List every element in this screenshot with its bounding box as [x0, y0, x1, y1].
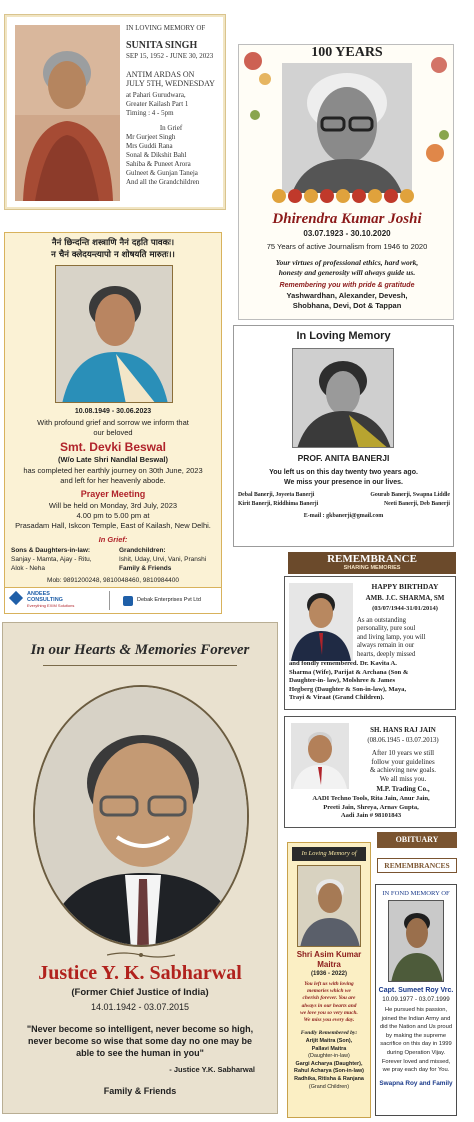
portrait-photo [292, 348, 394, 448]
ornament-divider [107, 951, 175, 959]
quote-attribution: - Justice Y.K. Sabharwal [169, 1065, 255, 1074]
event-timing: Timing : 4 - 5pm [126, 109, 174, 117]
life-dates: (03/07/1944-31/01/2014) [372, 605, 438, 612]
family-line: Arijit Maitra (Son), [305, 1038, 353, 1044]
notice-text [126, 24, 226, 187]
family-line: Gargi Acharya (Daughter), [295, 1060, 363, 1067]
section-header-remembrance [288, 552, 456, 574]
family-line: (Grand Children) [308, 1083, 350, 1090]
portrait-photo [33, 685, 249, 947]
anniversary-banner: 100 YEARS [311, 45, 383, 60]
quote-line: never become so wise that some day no one may be [27, 1036, 253, 1046]
life-dates: 10.09.1977 - 03.07.1999 [382, 996, 450, 1003]
name-line: Maitra [317, 959, 341, 969]
message-line: always in our hearts and [301, 1002, 357, 1009]
portrait-photo [55, 265, 173, 403]
tribute-line: & achieving new goals. [369, 766, 437, 775]
journalism-tagline: 75 Years of active Journalism from 1946 to 2020 [266, 242, 428, 251]
family-line: Debal Banerji, Joyeeta Banerji [238, 492, 315, 498]
tribute-line: hearts, deeply missed [357, 650, 416, 658]
mobile-numbers: Mob: 9891200248, 9810048460, 9810984400 [47, 577, 179, 584]
designation: (Former Chief Justice of India) [71, 987, 209, 998]
notice-heading: IN LOVING MEMORY OF [126, 24, 206, 32]
mourner: Gulneet & Gunjan Taneja [126, 169, 198, 177]
family-left [238, 491, 344, 509]
deceased-name: Capt. Sumeet Roy Vrc. [378, 987, 454, 994]
notice-heading: In Loving Memory of [301, 850, 357, 857]
message-line: You left us on this day twenty two years ago. [269, 469, 418, 476]
deceased-name: PROF. ANITA BANERJI [297, 453, 390, 463]
venue-line-2: Greater Kailash Part 1 [126, 100, 189, 108]
section-subtitle: SHARING MEMORIES [343, 565, 401, 571]
firm-name: M.P. Trading Co., [376, 785, 430, 793]
remembrance-ad-hans-raj-jain [284, 716, 456, 828]
family-text [287, 795, 455, 821]
family-line: Radhika, Ritisha & Ranjana [294, 1075, 364, 1082]
grief-title: In Grief [159, 124, 183, 132]
tribute-text [376, 1006, 456, 1075]
grandchildren-line: Family & Friends [119, 565, 172, 572]
section-title: OBITUARY [395, 835, 439, 844]
obituary-ad-sunita-singh [4, 14, 226, 210]
andees-logo-icon [9, 591, 23, 605]
sponsor-one [27, 591, 74, 609]
family-line: Aadi Jain # 98101843 [340, 812, 402, 820]
sponsor-divider [109, 591, 110, 610]
family-line: Kirit Banerji, Riddhima Banerji [238, 501, 319, 507]
family-line: Shobhana, Devi, Dot & Tappan [292, 301, 402, 310]
family-line: Trayi & Viraat (Grand Children). [289, 694, 385, 702]
message-text [234, 468, 453, 488]
flower-garland [269, 187, 425, 205]
heading-band [292, 847, 366, 861]
family-line: Gourab Banerji, Swapna Liddle [370, 492, 450, 498]
deceased-name: SUNITA SINGH [126, 40, 198, 51]
sons-line: Alok - Neha [11, 565, 45, 572]
grandchildren-title: Grandchildren: [119, 547, 166, 554]
tribute-line: Forever loved and missed, [381, 1058, 451, 1065]
event-line-2: JULY 5TH, WEDNESDAY [126, 79, 215, 88]
tribute-line: and living lamp, you will [357, 633, 426, 641]
mourner: Mr Gurjeet Singh [126, 133, 176, 141]
sponsor-one-name: CONSULTING [27, 597, 63, 603]
quote-line: able to see the human in you" [76, 1048, 204, 1058]
family-text [289, 660, 455, 703]
life-dates: (08.06.1945 - 03.07.2013) [367, 737, 439, 744]
family-line: Pallavi Maitra [311, 1045, 347, 1052]
family-line: Neeti Banerji, Deb Banerji [383, 501, 450, 507]
family-line: AADI Techno Tools, Rita Jain, Anur Jain, [312, 795, 430, 802]
message-line: We miss your presence in our lives. [284, 479, 403, 486]
tribute-line: He pursued his passion, [384, 1007, 448, 1013]
family-line: Family & Friends [103, 1086, 177, 1096]
grandchildren-line: Ishit, Uday, Urvi, Vani, Pranshi [119, 556, 207, 563]
prayer-meeting-details [5, 501, 221, 531]
mourner: Sonal & Dikshit Bahl [126, 151, 187, 159]
sons-block [11, 546, 117, 573]
life-dates: (1936 - 2022) [310, 971, 348, 977]
message-line: memories which we [307, 988, 351, 995]
tribute-line: After 10 years we still [371, 749, 435, 757]
deceased-name: AMB. J.C. SHARMA, SM [365, 594, 445, 602]
family-line: (Daughter-in-law) [308, 1053, 350, 1060]
tribute-line: during Operation Vijay. [386, 1049, 446, 1056]
tribute-line: by making the supreme [385, 1032, 447, 1039]
virtues-text [239, 258, 454, 278]
tribute-line: we pray each day for You. [382, 1067, 450, 1074]
tribute-line: sacrifice on this day in 1999 [380, 1041, 452, 1048]
journey-text [5, 466, 221, 486]
mourner: Mrs Guddi Rana [126, 142, 173, 150]
section-title: REMEMBRANCES [384, 861, 450, 870]
sanskrit-shloka [5, 237, 221, 261]
sponsor-one-tagline: Everything EXIM Solutions [27, 603, 75, 608]
family-line: and fondly remembered. Dr. Kavita A. [289, 660, 397, 667]
notice-heading: In Loving Memory [296, 330, 391, 342]
tribute-line: always remain in our [357, 642, 415, 650]
meeting-time: 4.00 pm to 5.00 pm at [76, 511, 150, 520]
virtues-line: Your virtues of professional ethics, hard work, [275, 258, 419, 267]
message-line: You left us with loving [304, 981, 354, 987]
life-dates: 03.07.1923 - 30.10.2020 [303, 229, 391, 238]
sponsor-strip [5, 587, 221, 613]
family-line: Rahul Acharya (Son-in-law) [294, 1068, 364, 1075]
deceased-name [288, 950, 370, 969]
tribute-text [351, 749, 455, 783]
remembrance-ad-asim-kumar-maitra [287, 842, 371, 1118]
notice-heading: HAPPY BIRTHDAY [371, 582, 439, 591]
portrait-photo [15, 25, 120, 201]
remembrance-ad-jc-sharma [284, 576, 456, 710]
remembrance-ad-yk-sabharwal [2, 622, 278, 1114]
message-line: cherish forever. You are [302, 995, 356, 1002]
tribute-line: joined the Indian Army and [381, 1015, 451, 1022]
intro-line: our beloved [93, 428, 133, 437]
family-text [288, 1038, 370, 1091]
family-line: Sharma (Wife), Parijat & Archana (Son & [289, 668, 409, 676]
message-line: We miss you every day. [303, 1017, 355, 1024]
obituary-ad-devki-beswal [4, 232, 222, 614]
deceased-name: Smt. Devki Beswal [59, 440, 167, 454]
deceased-name: Dhirendra Kumar Joshi [272, 211, 422, 227]
sponsor-one-name: ANDEES [27, 591, 50, 597]
section-header-remembrances [377, 858, 457, 873]
notice-heading: IN FOND MEMORY OF [382, 890, 450, 897]
mourner: Sahiba & Puneet Arora [126, 160, 191, 168]
life-dates: 10.08.1949 - 30.06.2023 [74, 408, 152, 415]
meeting-venue: Prasadam Hall, Iskcon Temple, East of Kailash, New Delhi. [15, 521, 211, 530]
name-line: Shri Asim Kumar [296, 950, 362, 959]
intro-line: With profound grief and sorrow we inform that [37, 418, 189, 427]
life-dates: SEP 15, 1952 - JUNE 30, 2023 [126, 52, 214, 60]
deceased-name: Justice Y. K. Sabharwal [38, 962, 242, 984]
tribute-text [357, 617, 453, 659]
message-text [288, 981, 370, 1024]
tribute-line: We all miss you. [379, 774, 427, 783]
family-right [346, 491, 450, 509]
quote-line: "Never become so intelligent, never become so high, [26, 1024, 254, 1034]
portrait-photo [282, 63, 412, 193]
debak-logo-icon [123, 596, 133, 606]
obituary-ad-anita-banerji [233, 325, 454, 547]
family-line: Hegberg (Daughter & Son-in-law), Maya, [289, 685, 407, 693]
heading-rule [43, 665, 237, 666]
venue-line-1: at Pahari Gurudwara, [126, 91, 186, 99]
message-line: we love you so very much. [300, 1009, 358, 1016]
prayer-meeting-title: Prayer Meeting [80, 489, 146, 499]
journey-line: and left for her heavenly abode. [60, 476, 166, 485]
sons-line: Sanjay - Mamta, Ajay - Ritu, [11, 556, 92, 563]
portrait-photo [291, 723, 349, 789]
deceased-name: SH. HANS RAJ JAIN [370, 726, 436, 734]
grandchildren-block [119, 546, 219, 573]
family-text [239, 291, 454, 311]
sons-title: Sons & Daughters-in-law: [11, 547, 91, 554]
notice-heading: In our Hearts & Memories Forever [30, 642, 250, 658]
family-line: Daughter-in- law), Molshree & James [289, 677, 396, 685]
section-header-obituary [377, 832, 457, 848]
family-line: Swapna Roy and Family [379, 1080, 453, 1087]
intro-text [5, 418, 221, 438]
tribute-line: did the Nation and Us proud [379, 1024, 453, 1031]
sponsor-two: Debak Enterprises Pvt Ltd [137, 597, 201, 603]
mourner: And all the Grandchildren [126, 178, 200, 186]
shloka-line: न चैनं क्लेदयन्त्यापो न शोषयति मारुतः।। [51, 250, 175, 260]
tribute-line: follow your guidelines [371, 757, 435, 766]
virtues-line: honesty and generosity will always guide us. [278, 268, 416, 277]
remember-line: Remembering you with pride & gratitude [279, 282, 415, 289]
tribute-line: As an outstanding [357, 617, 407, 624]
portrait-photo [289, 583, 353, 661]
life-dates: 14.01.1942 - 03.07.2015 [90, 1002, 190, 1012]
section-title: REMEMBRANCE [327, 553, 417, 565]
remembrance-ad-sumeet-roy [375, 884, 457, 1116]
meeting-date: Will be held on Monday, 3rd July, 2023 [48, 501, 178, 510]
portrait-photo [297, 865, 361, 947]
journey-line: has completed her earthly journey on 30th June, 2023 [23, 466, 203, 475]
quote-text [3, 1023, 277, 1059]
tribute-line: personality, pure soul [357, 625, 416, 633]
shloka-line: नैनं छिन्दन्ति शस्त्राणि नैनं दहति पावकः। [51, 238, 175, 248]
family-line: Preeti Jain, Shreya, Arnav Gupta, [323, 803, 419, 811]
event-line-1: ANTIM ARDAS ON [126, 70, 195, 79]
grief-title: In Grief: [98, 535, 128, 544]
relation-line: (W/o Late Shri Nandlal Beswal) [57, 455, 169, 464]
family-line: Yashwardhan, Alexander, Devesh, [286, 291, 408, 300]
fondly-remembered-title: Fondly Remembered by: [300, 1030, 358, 1036]
contact-email: E-mail : gkbanerji@gmail.com [303, 513, 384, 519]
obituary-ad-dhirendra-joshi [238, 44, 454, 320]
portrait-photo [388, 900, 444, 982]
